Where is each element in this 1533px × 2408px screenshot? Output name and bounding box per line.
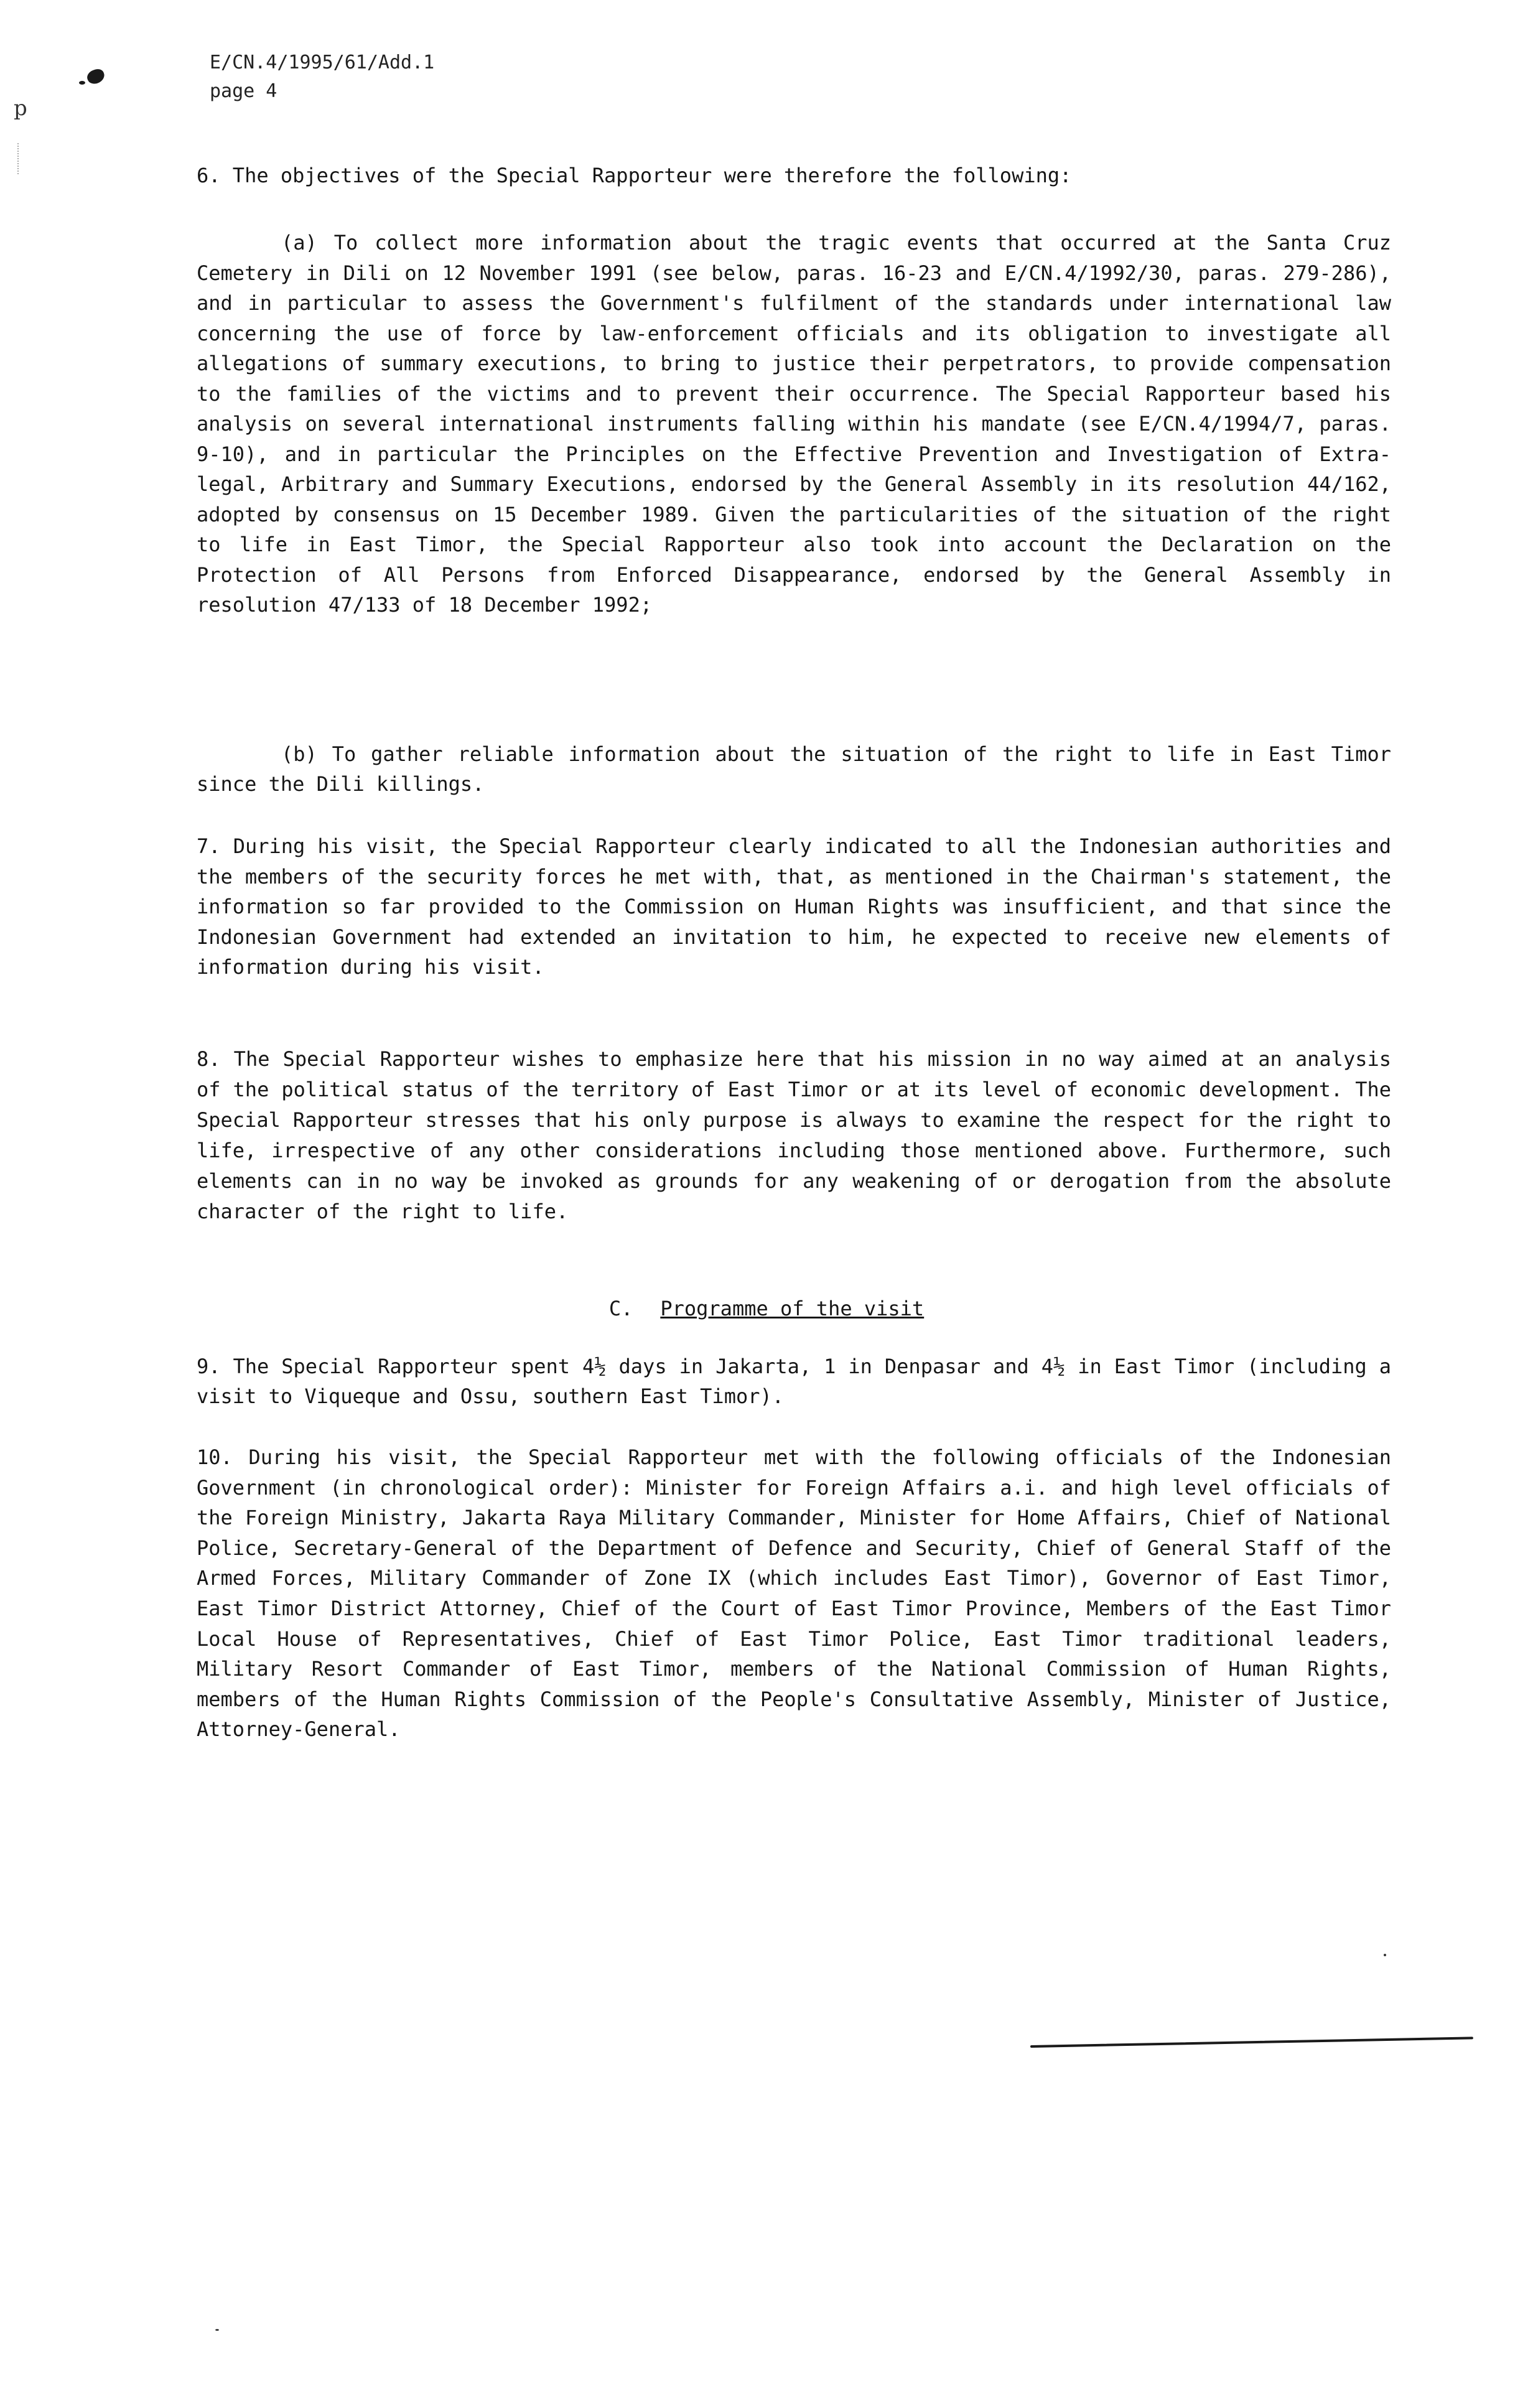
- margin-dots: [17, 143, 21, 174]
- paragraph-6: 6. The objectives of the Special Rapporteur were therefore the following:: [197, 164, 1072, 187]
- document-header: [210, 49, 434, 106]
- paragraph-8: 8. The Special Rapporteur wishes to emphasize here that his mission in no way aimed at an analysis of the political status of the territory of East Timor or at its level of economic development. The Special Rapporteur stresses that his only purpose is always to examine the respect for the right to life, irrespective of any other considerations including those mentioned above. Furthermore, such elements can in no way be invoked as grounds for any weakening of or derogation from the absolute character of the right to life.: [197, 1047, 1391, 1223]
- section-number: C.: [608, 1297, 633, 1320]
- paragraph-7: 7. During his visit, the Special Rapporteur clearly indicated to all the Indonesian authorities and the members of the security forces he met with, that, as mentioned in the Chairman's statement, the information so far provided to the Commission on Human Rights was insufficient, and that since the Indonesian Government had extended an invitation to him, he expected to receive new elements of information during his visit.: [197, 834, 1391, 979]
- scan-speck: [1384, 1954, 1386, 1956]
- margin-scribble: p: [14, 96, 27, 121]
- ink-blot-mark: [85, 67, 106, 86]
- section-title: Programme of the visit: [660, 1297, 925, 1320]
- section-heading-c: [0, 1294, 1533, 1323]
- footnote-rule: [1030, 2037, 1473, 2048]
- document-symbol: E/CN.4/1995/61/Add.1: [210, 52, 435, 73]
- page-number: page 4: [210, 80, 277, 102]
- scan-speck: [215, 2329, 219, 2331]
- paragraph-10: 10. During his visit, the Special Rapporteur met with the following officials of the Indonesian Government (in chronological order): Minister for Foreign Affairs a.i. and high level officials of the Foreign Ministry, Jakarta Raya Military Commander, Minister for Home Affairs, Chief of National Police, Secretary-General of the Department of Defence and Security, Chief of General Staff of the Armed Forces, Military Commander of Zone IX (which includes East Timor), Governor of East Timor, East Timor District Attorney, Chief of the Court of East Timor Province, Members of the East Timor Local House of Representatives, Chief of East Timor Police, East Timor traditional leaders, Military Resort Commander of East Timor, members of the National Commission of Human Rights, members of the Human Rights Commission of the People's Consultative Assembly, Minister of Justice, Attorney-General.: [197, 1445, 1391, 1742]
- ink-blot-mark-small: [79, 81, 85, 85]
- paragraph-6a: (a) To collect more information about the tragic events that occurred at the Santa Cruz Cemetery in Dili on 12 November 1991 (see below, paras. 16-23 and E/CN.4/1992/30, paras. 279-286), and in particular to assess the Government's fulfilment of the standards under international law concerning the use of force by law-enforcement officials and its obligation to investigate all allegations of summary executions, to bring to justice their perpetrators, to provide compensation to the families of the victims and to prevent their occurrence. The Special Rapporteur based his analysis on several international instruments falling within his mandate (see E/CN.4/1994/7, paras. 9-10), and in particular the Principles on the Effective Prevention and Investigation of Extra-legal, Arbitrary and Summary Executions, endorsed by the General Assembly in its resolution 44/162, adopted by consensus on 15 December 1989. Given the particularities of the situation of the right to life in East Timor, the Special Rapporteur also took into account the Declaration on the Protection of All Persons from Enforced Disappearance, endorsed by the General Assembly in resolution 47/133 of 18 December 1992;: [197, 231, 1391, 617]
- paragraph-6b: (b) To gather reliable information about the situation of the right to life in East Timor since the Dili killings.: [197, 742, 1391, 796]
- paragraph-9: 9. The Special Rapporteur spent 4½ days in Jakarta, 1 in Denpasar and 4½ in East Timor (including a visit to Viqueque and Ossu, southern East Timor).: [197, 1355, 1391, 1408]
